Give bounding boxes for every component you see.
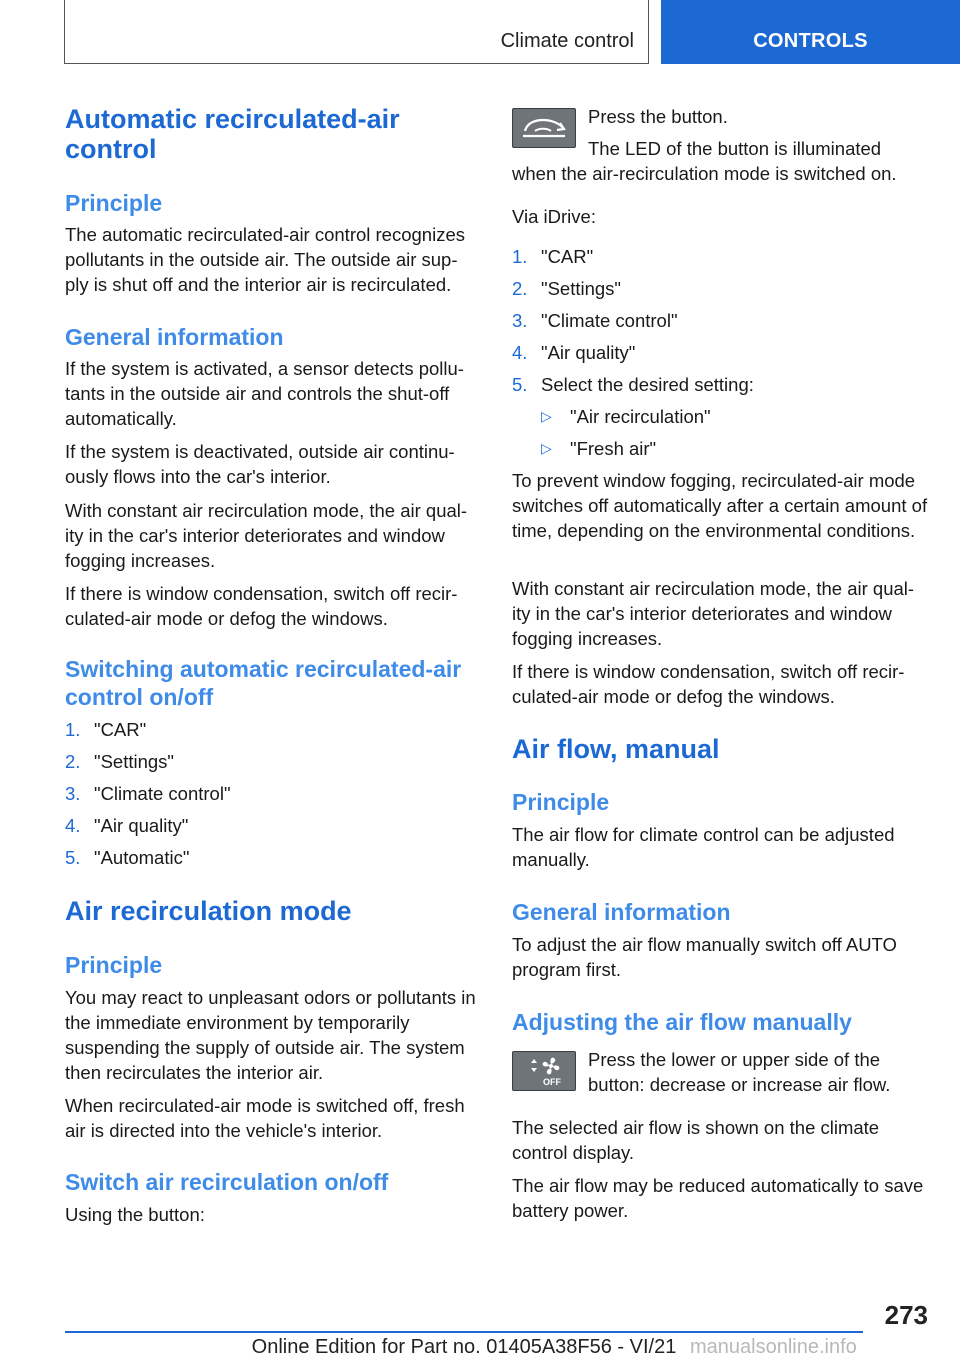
paragraph-fresh-air: When recirculated-air mode is switched off, fresh air is directed into the vehicle's interior. [65, 1095, 465, 1141]
paragraph-constant-recirculation: With constant air recirculation mode, the air qual-ity in the car's interior deteriorates and window fogging increases. [512, 578, 915, 649]
paragraph-unpleasant-odors: You may react to unpleasant odors or pollutants in the immediate environment by temporarily suspending the supply of outside air. The system then recirculates the interior air. [65, 987, 476, 1083]
paragraph-constant-recirculation: With constant air recirculation mode, the air qual-ity in the car's interior deteriorates and window fogging increases. [65, 500, 468, 571]
paragraph-window-condensation: If there is window condensation, switch off recir-culated-air mode or defog the windows. [65, 583, 458, 629]
paragraph-selected-air-flow: The selected air flow is shown on the climate control display. [512, 1117, 880, 1163]
header-chapter-title: CONTROLS [753, 30, 868, 52]
fan-button-off-label: OFF [543, 1077, 561, 1087]
paragraph-principle: The automatic recirculated-air control recognizes pollutants in the outside air. The outside air sup-ply is shut off and the interior air is recirculated. [65, 224, 465, 295]
heading-automatic-recirculated-air: Automatic recirculated-air control [65, 104, 400, 164]
heading-principle: Principle [65, 952, 163, 978]
paragraph-air-flow-adjusted: The air flow for climate control can be adjusted manually. [512, 824, 895, 870]
heading-air-recirculation-mode: Air recirculation mode [65, 896, 352, 926]
heading-principle: Principle [65, 190, 163, 216]
footer-divider [65, 1331, 863, 1333]
paragraph-deactivated: If the system is deactivated, outside air continu-ously flows into the car's interior. [65, 441, 455, 487]
heading-general-information: General information [512, 899, 731, 925]
heading-air-flow-manual: Air flow, manual [512, 734, 720, 764]
page-number: 273 [884, 1300, 928, 1330]
paragraph-sensor: If the system is activated, a sensor detects pollu-tants in the outside air and controls the shut-off automatically. [65, 358, 464, 429]
paragraph-switch-off-auto: To adjust the air flow manually switch off AUTO program first. [512, 934, 897, 980]
paragraph-using-button: Using the button: [65, 1204, 205, 1225]
edition-text: Online Edition for Part no. 01405A38F56 - VI/21 [251, 1336, 677, 1358]
paragraph-press-button: Press the button. [588, 106, 728, 127]
heading-general-information: General information [65, 324, 284, 350]
watermark: manualsonline.info [690, 1336, 857, 1358]
paragraph-prevent-fogging: To prevent window fogging, recirculated-air mode switches off automatically after a certain amount of time, depending on the environmental conditions. [512, 470, 928, 541]
heading-switch-air-recirculation: Switch air recirculation on/off [65, 1169, 389, 1195]
heading-adjusting-air-flow: Adjusting the air flow manually [512, 1009, 852, 1035]
paragraph-via-idrive: Via iDrive: [512, 206, 596, 227]
header-chapter-tab [661, 0, 960, 64]
header-section-box [64, 0, 649, 64]
fan-button-icon [512, 1051, 576, 1091]
header-section-title: Climate control [500, 30, 634, 52]
paragraph-led-illuminated: The LED of the button is illuminated when the air-recirculation mode is switched on. [512, 138, 897, 184]
paragraph-window-condensation: If there is window condensation, switch off recir-culated-air mode or defog the windows. [512, 661, 905, 707]
heading-principle: Principle [512, 789, 610, 815]
paragraph-battery-power: The air flow may be reduced automatically to save battery power. [512, 1175, 924, 1221]
heading-switching-automatic: Switching automatic recirculated-air control on/off [65, 656, 462, 710]
paragraph-press-lower-upper: Press the lower or upper side of the button: decrease or increase air flow. [588, 1049, 891, 1095]
